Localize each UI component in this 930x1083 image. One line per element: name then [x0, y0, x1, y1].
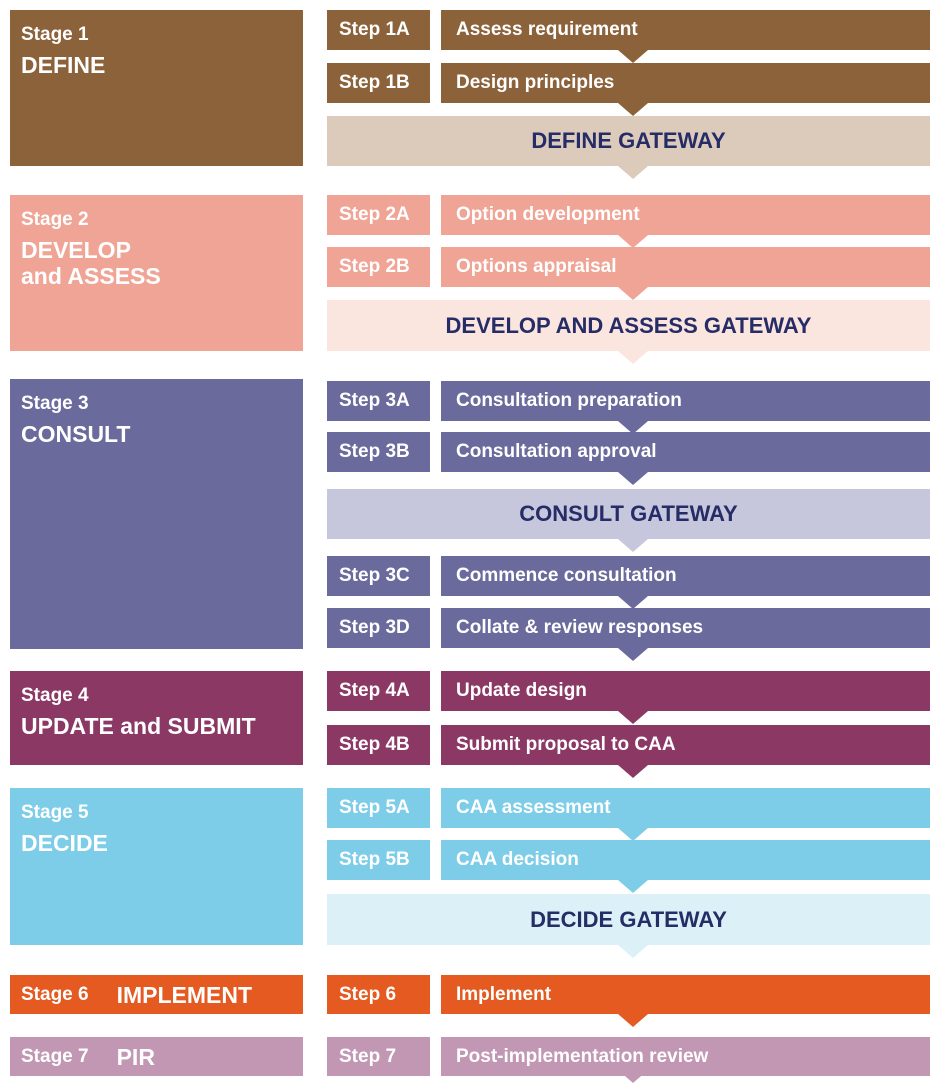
down-arrow-icon — [618, 648, 648, 661]
step-code-step-1a: Step 1A — [327, 10, 430, 50]
down-arrow-icon — [618, 539, 648, 552]
step-code-step-2b: Step 2B — [327, 247, 430, 287]
down-arrow-icon — [618, 711, 648, 724]
step-title-step-2b: Options appraisal — [441, 247, 930, 287]
stage-name: IMPLEMENT — [116, 981, 253, 1008]
stage-label: Stage 5 — [21, 802, 89, 823]
gateway-decide-gateway: DECIDE GATEWAY — [327, 894, 930, 945]
step-title-step-6: Implement — [441, 975, 930, 1014]
step-title-step-7: Post-implementation review — [441, 1037, 930, 1076]
stage-2-box — [10, 195, 303, 351]
step-title-step-3a: Consultation preparation — [441, 381, 930, 421]
step-code-step-6: Step 6 — [327, 975, 430, 1014]
down-arrow-icon — [618, 765, 648, 778]
stage-label: Stage 4 — [21, 685, 89, 706]
gateway-define-gateway: DEFINE GATEWAY — [327, 116, 930, 166]
step-title-step-5a: CAA assessment — [441, 788, 930, 828]
stage-7-box — [10, 1037, 303, 1076]
gateway-develop-and-assess-gateway: DEVELOP AND ASSESS GATEWAY — [327, 300, 930, 351]
gateway-consult-gateway: CONSULT GATEWAY — [327, 489, 930, 539]
down-arrow-icon — [618, 945, 648, 958]
step-title-step-4a: Update design — [441, 671, 930, 711]
step-title-step-3b: Consultation approval — [441, 432, 930, 472]
down-arrow-icon — [618, 1070, 648, 1083]
down-arrow-icon — [618, 472, 648, 485]
down-arrow-icon — [618, 50, 648, 63]
stage-3-box — [10, 379, 303, 649]
down-arrow-icon — [618, 351, 648, 364]
stage-label: Stage 7 — [21, 1045, 89, 1067]
stage-5-box — [10, 788, 303, 945]
step-code-step-2a: Step 2A — [327, 195, 430, 235]
stage-label: Stage 6 — [21, 983, 89, 1005]
step-title-step-2a: Option development — [441, 195, 930, 235]
stage-4-box — [10, 671, 303, 765]
step-code-step-3c: Step 3C — [327, 556, 430, 596]
down-arrow-icon — [618, 880, 648, 893]
stage-1-box — [10, 10, 303, 166]
stage-name: DEVELOP and ASSESS — [21, 237, 161, 289]
step-title-step-3c: Commence consultation — [441, 556, 930, 596]
step-code-step-4b: Step 4B — [327, 725, 430, 765]
stage-label: Stage 2 — [21, 209, 89, 230]
down-arrow-icon — [618, 287, 648, 300]
step-title-step-1a: Assess requirement — [441, 10, 930, 50]
stage-label: Stage 1 — [21, 24, 89, 45]
step-title-step-1b: Design principles — [441, 63, 930, 103]
step-code-step-7: Step 7 — [327, 1037, 430, 1076]
step-code-step-5a: Step 5A — [327, 788, 430, 828]
stage-label: Stage 3 — [21, 393, 89, 414]
down-arrow-icon — [618, 103, 648, 116]
down-arrow-icon — [618, 1014, 648, 1027]
stage-name: DECIDE — [21, 830, 108, 856]
down-arrow-icon — [618, 166, 648, 179]
step-title-step-4b: Submit proposal to CAA — [441, 725, 930, 765]
step-code-step-3b: Step 3B — [327, 432, 430, 472]
step-title-step-3d: Collate & review responses — [441, 608, 930, 648]
stage-name: DEFINE — [21, 52, 106, 78]
step-code-step-4a: Step 4A — [327, 671, 430, 711]
stage-name: PIR — [116, 1043, 155, 1070]
stage-name: CONSULT — [21, 421, 131, 447]
step-code-step-3d: Step 3D — [327, 608, 430, 648]
step-code-step-3a: Step 3A — [327, 381, 430, 421]
stage-name: UPDATE and SUBMIT — [21, 713, 256, 739]
step-code-step-1b: Step 1B — [327, 63, 430, 103]
stage-6-box — [10, 975, 303, 1014]
step-title-step-5b: CAA decision — [441, 840, 930, 880]
step-code-step-5b: Step 5B — [327, 840, 430, 880]
